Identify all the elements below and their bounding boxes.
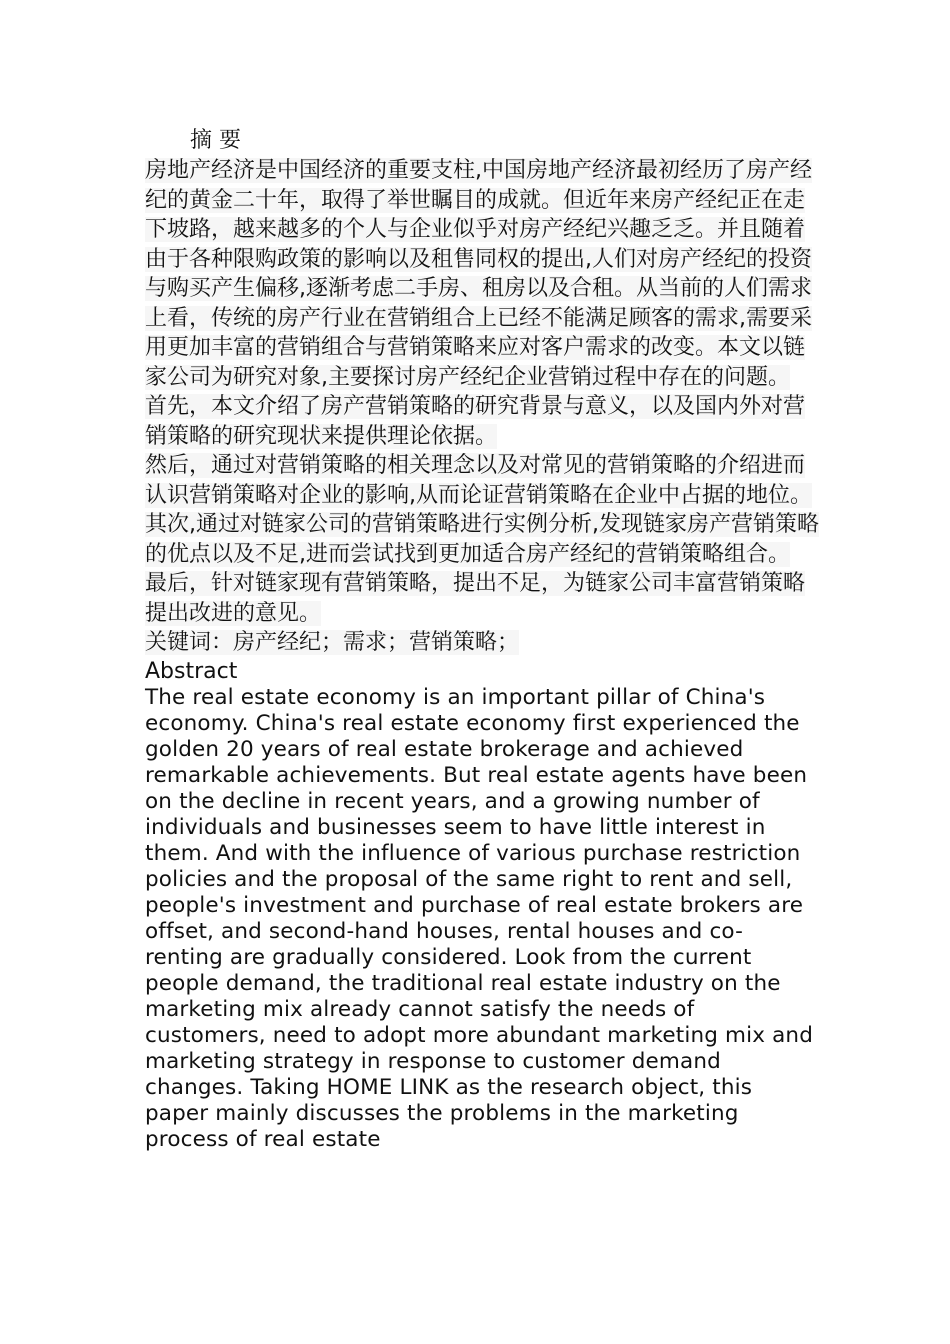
abstract-zh-paragraph-3 — [145, 451, 825, 510]
abstract-zh-paragraph-5 — [145, 569, 825, 628]
abstract-en-title: Abstract — [145, 658, 238, 684]
abstract-en-body: The real estate economy is an important pillar of China's economy. China's real estate economy first experienced the golden 20 years of real estate brokerage and achieved remarkable achievements. But real estate agents have been on the decline in recent years, and a growing number of individuals and businesses seem to have little interest in them. And with the influence of various purchase restriction policies and the proposal of the same right to rent and sell, people's investment and purchase of real estate brokers are offset, and second-hand houses, rental houses and co-renting are gradually considered. Look from the current people demand, the traditional real estate industry on the marketing mix already cannot satisfy the needs of customers, need to adopt more abundant marketing mix and marketing strategy in response to customer demand changes. Taking HOME LINK as the research object, this paper mainly discusses the problems in the marketing process of real estate — [145, 684, 814, 1152]
abstract-zh-paragraph-4-text: 其次,通过对链家公司的营销策略进行实例分析,发现链家房产营销策略的优点以及不足,进而尝试找到更加适合房产经纪的营销策略组合。 — [145, 512, 819, 567]
keywords-line — [145, 628, 825, 658]
abstract-zh-paragraph-2-text: 首先，本文介绍了房产营销策略的研究背景与意义，以及国内外对营销策略的研究现状来提供理论依据。 — [145, 394, 806, 449]
abstract-zh-paragraph-5-text: 最后，针对链家现有营销策略，提出不足，为链家公司丰富营销策略提出改进的意见。 — [145, 571, 806, 626]
abstract-zh-paragraph-4 — [145, 510, 825, 569]
abstract-zh-title: 摘 要 — [190, 128, 241, 153]
abstract-zh-paragraph-1-text: 房地产经济是中国经济的重要支柱,中国房地产经济最初经历了房产经纪的黄金二十年，取得了举世瞩目的成就。但近年来房产经纪正在走下坡路，越来越多的个人与企业似乎对房产经纪兴趣乏乏。并且随着由于各种限购政策的影响以及租售同权的提出,人们对房产经纪的投资与购买产生偏移,逐渐考虑二手房、租房以及合租。从当前的人们需求上看，传统的房产行业在营销组合上已经不能满足顾客的需求,需要采用更加丰富的营销组合与营销策略来应对客户需求的改变。本文以链家公司为研究对象,主要探讨房产经纪企业营销过程中存在的问题。 — [145, 158, 812, 390]
abstract-zh-paragraph-3-text: 然后，通过对营销策略的相关理念以及对常见的营销策略的介绍进而认识营销策略对企业的影响,从而论证营销策略在企业中占据的地位。 — [145, 453, 812, 508]
keywords-text: 关键词：房产经纪；需求；营销策略； — [145, 630, 520, 655]
abstract-zh-paragraph-1 — [145, 156, 825, 392]
page-content — [145, 126, 825, 1153]
abstract-zh-paragraph-2 — [145, 392, 825, 451]
